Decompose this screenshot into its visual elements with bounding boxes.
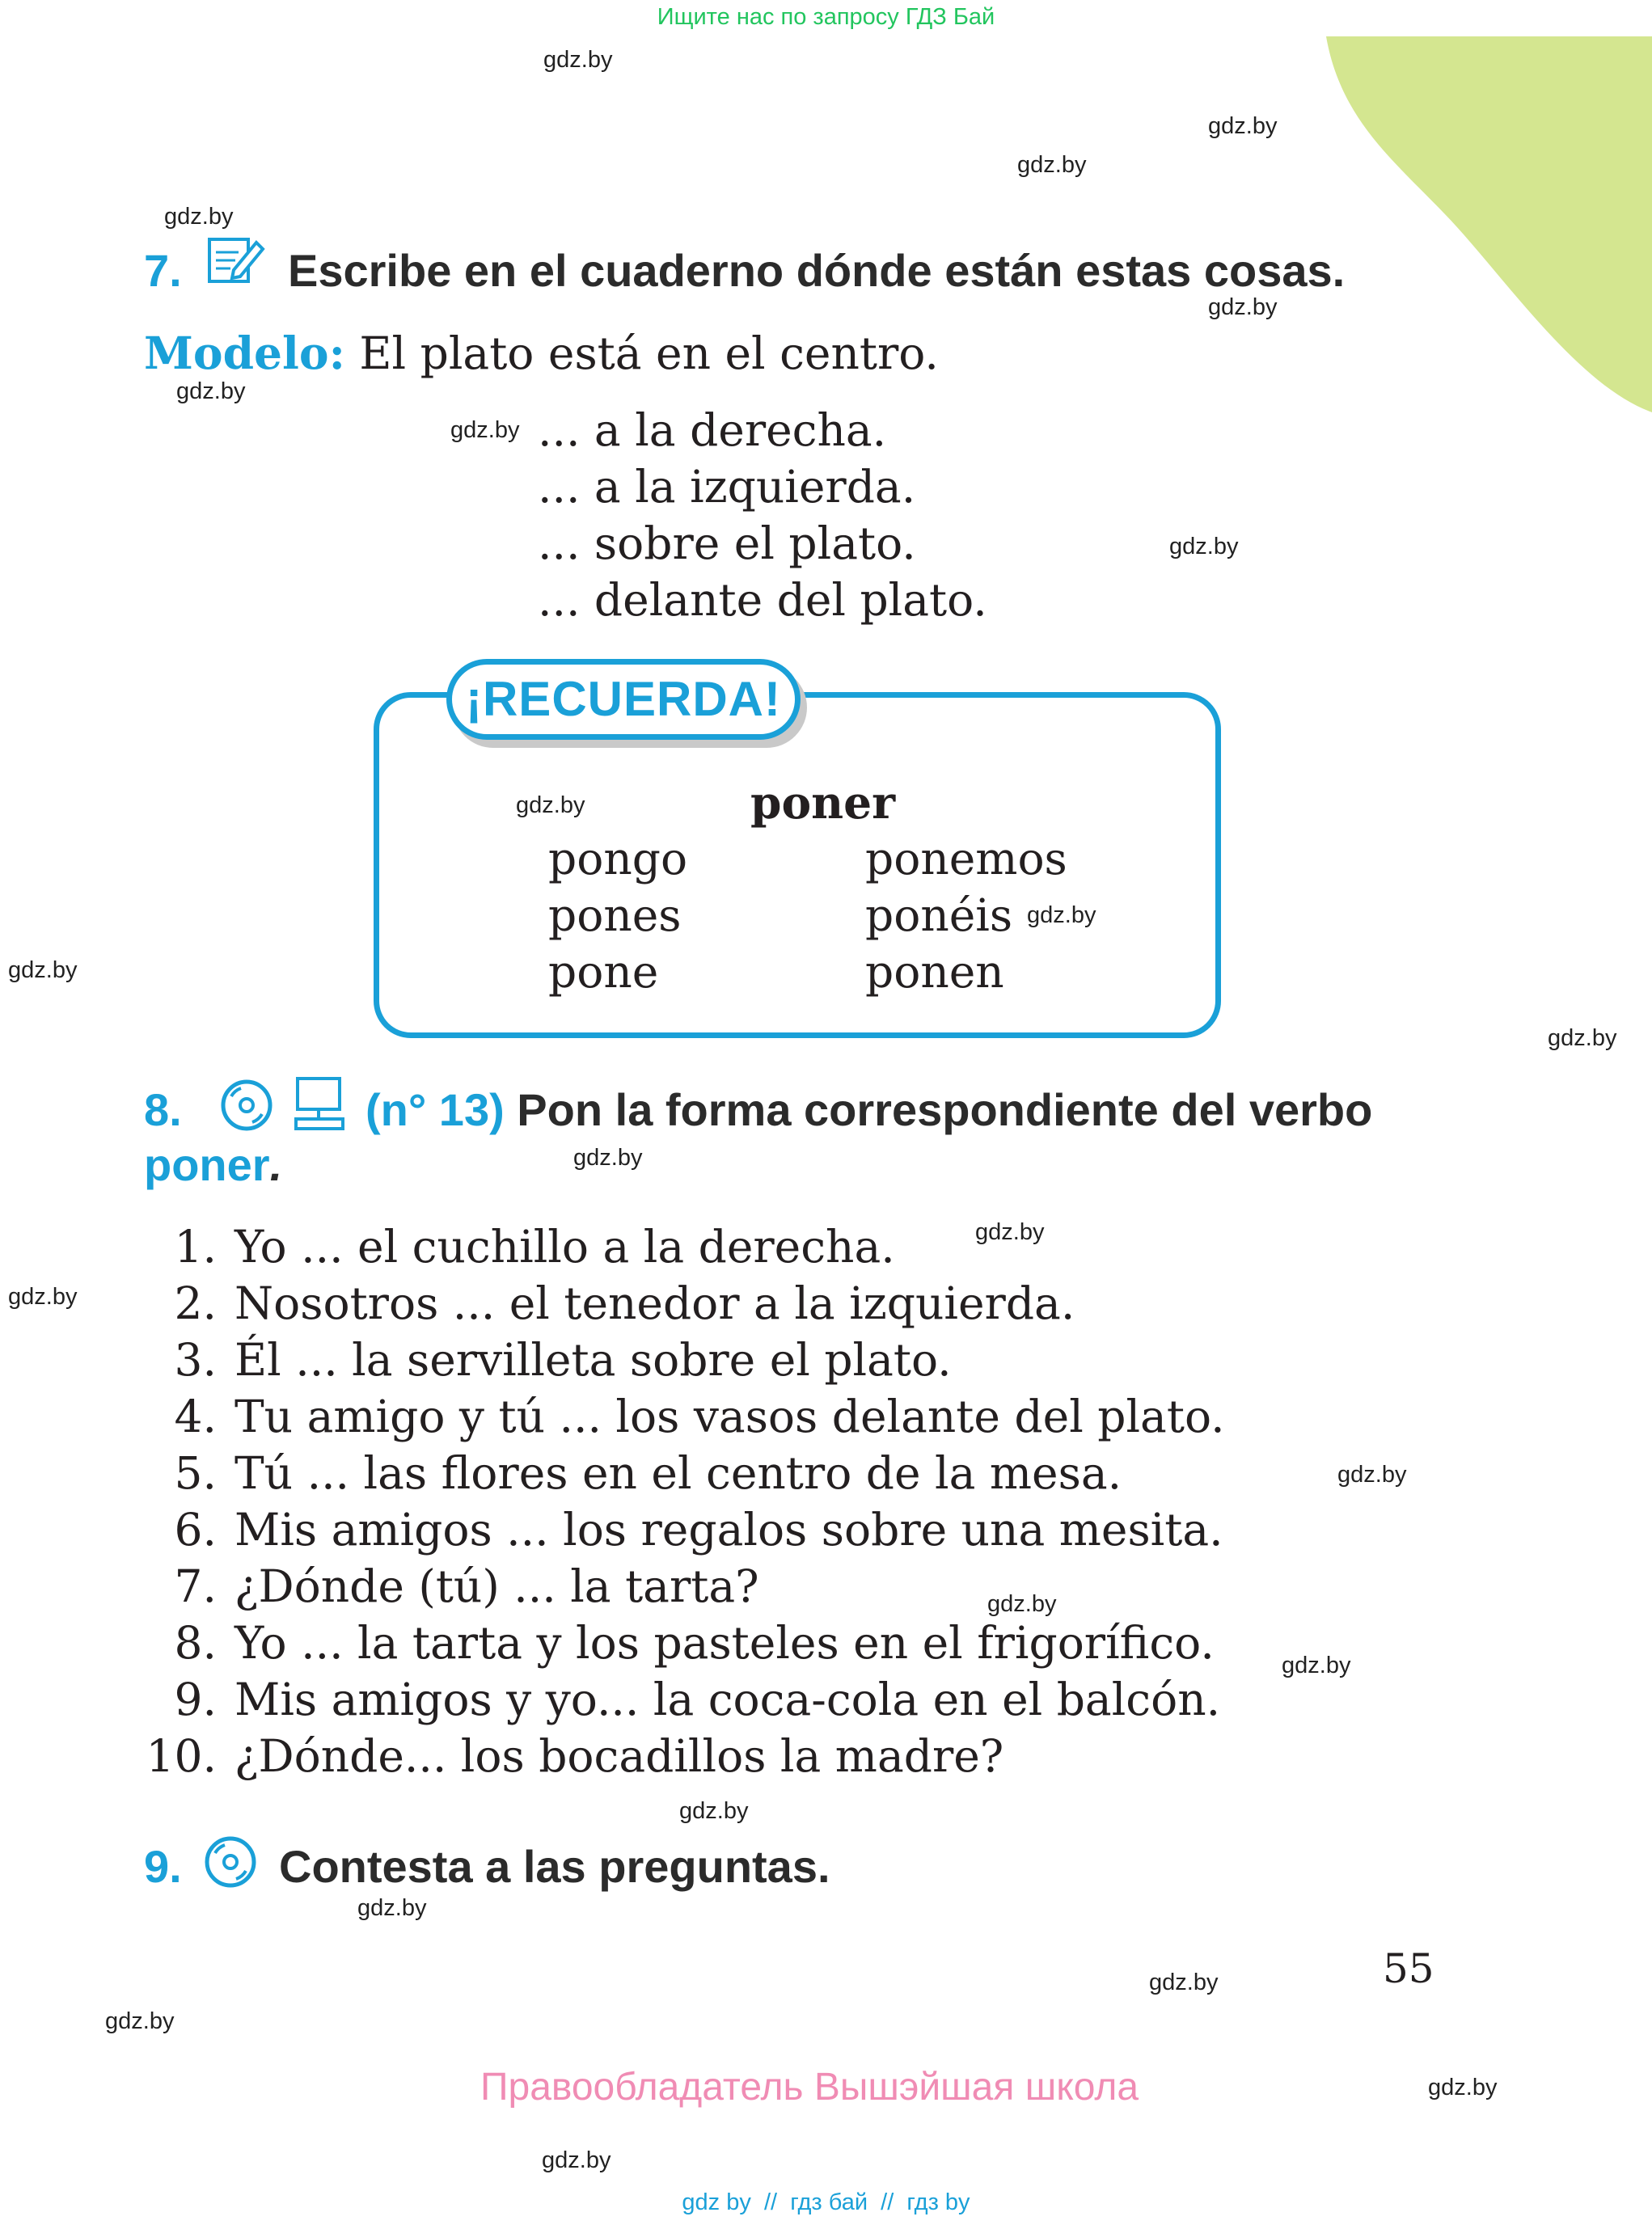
watermark: gdz.by <box>1428 2075 1498 2100</box>
recuerda-verb: poner <box>750 776 896 829</box>
watermark: gdz.by <box>516 792 585 818</box>
watermark: gdz.by <box>1208 294 1278 320</box>
item-number: 5. <box>174 1447 217 1499</box>
pencil-notebook-icon <box>206 234 266 286</box>
item-text: Yo ... el cuchillo a la derecha. <box>234 1221 895 1273</box>
list-item <box>121 1447 1122 1499</box>
watermark: gdz.by <box>357 1895 427 1921</box>
conj-ponemos: ponemos <box>865 833 1067 885</box>
exercise-7-number: 7. <box>144 245 182 296</box>
watermark: gdz.by <box>987 1591 1057 1617</box>
header-banner[interactable]: Ищите нас по запросу ГДЗ Бай <box>657 4 995 30</box>
item-number: 9. <box>174 1674 217 1725</box>
watermark: gdz.by <box>8 1284 78 1310</box>
item-text: ¿Dónde (tú) ... la tarta? <box>234 1560 759 1612</box>
list-item <box>121 1221 895 1273</box>
list-item <box>121 1334 952 1386</box>
conj-pone: pone <box>548 946 659 998</box>
list-item <box>121 1560 759 1612</box>
watermark: gdz.by <box>164 204 234 230</box>
conj-pongo: pongo <box>548 833 688 885</box>
conj-pones: pones <box>548 889 682 941</box>
exercise-8-number: 8. <box>144 1084 182 1135</box>
model-text: El plato está en el centro. <box>344 327 939 379</box>
watermark: gdz.by <box>1027 902 1096 928</box>
footer-links[interactable]: gdz by // гдз бай // гдз by <box>682 2189 970 2215</box>
watermark: gdz.by <box>542 2147 611 2173</box>
model-label: Modelo: <box>144 327 345 379</box>
list-item <box>121 1617 1215 1669</box>
computer-icon <box>293 1075 346 1134</box>
watermark: gdz.by <box>8 957 78 983</box>
exercise-7-title: Escribe en el cuaderno dónde están estas cosas. <box>288 245 1346 296</box>
exercise-8-verb: poner <box>144 1139 270 1190</box>
watermark: gdz.by <box>105 2008 175 2034</box>
list-item <box>121 1504 1223 1556</box>
exercise-8-ref: (n° 13) <box>365 1084 505 1135</box>
page-number: 55 <box>1383 1945 1434 1992</box>
list-item <box>121 1674 1220 1725</box>
exercise-9-number: 9. <box>144 1841 182 1892</box>
recuerda-label: ¡RECUERDA! <box>446 659 801 740</box>
list-item <box>121 1391 1225 1442</box>
watermark: gdz.by <box>1169 534 1239 559</box>
watermark: gdz.by <box>573 1145 643 1171</box>
exercise-8-title <box>365 1083 1372 1136</box>
item-number: 10. <box>146 1730 217 1782</box>
cd-audio-icon <box>204 1835 257 1889</box>
item-text: Mis amigos y yo... la coca-cola en el balcón. <box>234 1674 1221 1725</box>
option-1: ... a la derecha. <box>538 404 887 456</box>
watermark: gdz.by <box>1149 1970 1219 1995</box>
item-number: 4. <box>174 1391 217 1442</box>
exercise-8-title-line2 <box>144 1138 282 1191</box>
option-2: ... a la izquierda. <box>538 461 916 513</box>
watermark: gdz.by <box>1337 1462 1407 1488</box>
cd-audio-icon <box>220 1079 273 1132</box>
option-3: ... sobre el plato. <box>538 517 916 569</box>
conj-ponen: ponen <box>865 946 1004 998</box>
option-4: ... delante del plato. <box>538 574 987 626</box>
watermark: gdz.by <box>176 378 246 404</box>
item-number: 6. <box>174 1504 217 1556</box>
exercise-9-title: Contesta a las preguntas. <box>279 1841 830 1892</box>
watermark: gdz.by <box>679 1798 749 1824</box>
item-number: 2. <box>174 1277 217 1329</box>
item-text: Él ... la servilleta sobre el plato. <box>234 1334 952 1386</box>
list-item <box>121 1277 1075 1329</box>
item-number: 1. <box>174 1221 217 1273</box>
item-number: 8. <box>174 1617 217 1669</box>
exercise-8-period: . <box>269 1139 283 1190</box>
watermark: gdz.by <box>450 417 520 443</box>
item-number: 7. <box>174 1560 217 1612</box>
model-line <box>144 327 939 379</box>
watermark: gdz.by <box>1208 113 1278 139</box>
copyright-text: Правообладатель Вышэйшая школа <box>480 2066 1139 2109</box>
item-text: Yo ... la tarta y los pasteles en el frigorífico. <box>234 1617 1215 1669</box>
watermark: gdz.by <box>1548 1025 1617 1051</box>
item-number: 3. <box>174 1334 217 1386</box>
item-text: ¿Dónde... los bocadillos la madre? <box>234 1730 1004 1782</box>
conj-poneis: ponéis <box>865 889 1013 941</box>
watermark: gdz.by <box>1017 152 1087 178</box>
watermark: gdz.by <box>543 47 613 73</box>
watermark: gdz.by <box>1282 1653 1351 1678</box>
item-text: Nosotros ... el tenedor a la izquierda. <box>234 1277 1075 1329</box>
decorative-leaf-shape <box>1318 32 1652 412</box>
item-text: Tú ... las flores en el centro de la mesa. <box>234 1447 1122 1499</box>
recuerda-box <box>374 692 1221 1038</box>
item-text: Mis amigos ... los regalos sobre una mesita. <box>234 1504 1223 1556</box>
exercise-8-title-text: Pon la forma correspondiente del verbo <box>504 1084 1373 1135</box>
watermark: gdz.by <box>975 1219 1045 1245</box>
list-item <box>121 1730 1003 1782</box>
item-text: Tu amigo y tú ... los vasos delante del plato. <box>234 1391 1225 1442</box>
